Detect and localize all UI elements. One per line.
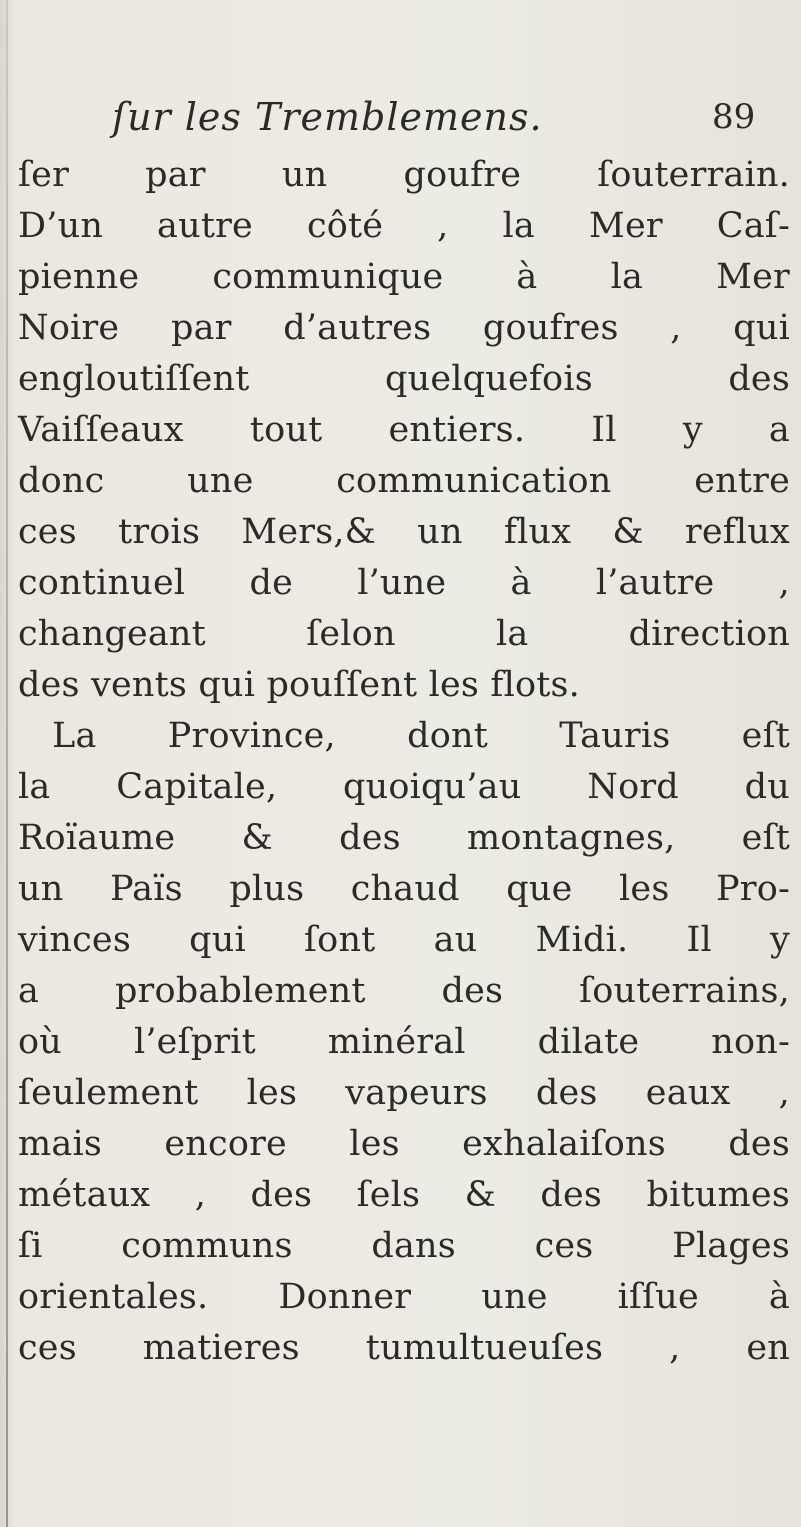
text-line: où l’eſprit minéral dilate non- [18, 1022, 790, 1062]
text-line: ces trois Mers,& un flux & reflux [18, 512, 790, 552]
text-line: a probablement des ſouterrains, [18, 971, 790, 1011]
text-line: ſi communs dans ces Plages [18, 1226, 790, 1266]
text-line: engloutiſſent quelquefois des [18, 359, 790, 399]
text-line: orientales. Donner une iſſue à [18, 1277, 790, 1317]
paragraph-start-line: La Province, dont Tauris eſt [52, 716, 790, 756]
page-number: 89 [712, 97, 756, 137]
text-line: Vaiſſeaux tout entiers. Il y a [18, 410, 790, 450]
text-line: mais encore les exhalaiſons des [18, 1124, 790, 1164]
text-line: la Capitale, quoiqu’au Nord du [18, 767, 790, 807]
text-line: Roïaume & des montagnes, eſt [18, 818, 790, 858]
text-line: Noire par d’autres goufres , qui [18, 308, 790, 348]
text-line: un Païs plus chaud que les Pro- [18, 869, 790, 909]
text-line: changeant ſelon la direction [18, 614, 790, 654]
text-line: vinces qui ſont au Midi. Il y [18, 920, 790, 960]
text-line: métaux , des ſels & des bitumes [18, 1175, 790, 1215]
text-line: pienne communique à la Mer [18, 257, 790, 297]
text-line: D’un autre côté , la Mer Caſ- [18, 206, 790, 246]
running-title: ſur les Tremblemens. [112, 95, 543, 139]
body-text [18, 150, 790, 1374]
text-line: ces matieres tumultueuſes , en [18, 1328, 790, 1368]
text-line: donc une communication entre [18, 461, 790, 501]
page-header [0, 95, 801, 145]
text-line: continuel de l’une à l’autre , [18, 563, 790, 603]
page-gutter-shadow [6, 0, 8, 1527]
text-line: ſer par un goufre ſouterrain. [18, 155, 790, 195]
text-line: des vents qui pouſſent les flots. [18, 665, 580, 705]
text-line: ſeulement les vapeurs des eaux , [18, 1073, 790, 1113]
